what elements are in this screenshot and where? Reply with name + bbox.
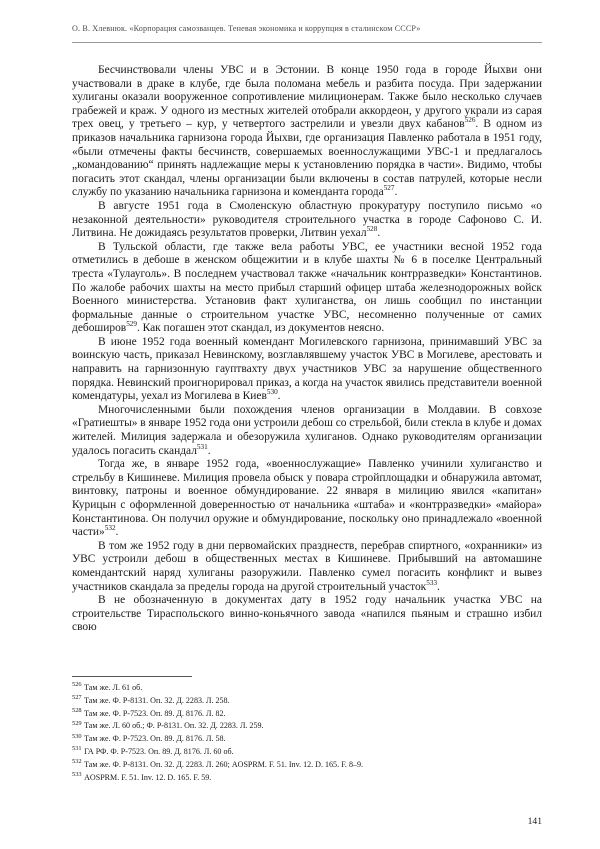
- footnote-number: 527: [72, 694, 82, 702]
- footnote-text: Там же. Л. 60 об.; Ф. Р-8131. Оп. 32. Д. 2283. Л. 259.: [84, 721, 264, 731]
- paragraph-text: В августе 1951 года в Смоленскую областную прокуратуру поступило письмо «о незаконной деятельности» руководителя строительного участка в городе Сафоново С. И. Литвина. Не дожидаясь результатов проверки, Литвин уехал: [72, 199, 542, 240]
- footnote-text: Там же. Ф. Р-8131. Оп. 32. Д. 2283. Л. 260; AOSPRM. F. 51. Inv. 12. D. 165. F. 8–9.: [84, 759, 364, 769]
- paragraph: [72, 241, 542, 336]
- body-text-block: [72, 64, 542, 635]
- footnote-separator: [72, 676, 192, 677]
- footnote-text: ГА РФ. Ф. Р-7523. Оп. 89. Д. 8176. Л. 60 об.: [84, 746, 234, 756]
- footnote-text: Там же. Ф. Р-8131. Оп. 32. Д. 2283. Л. 258.: [84, 695, 230, 705]
- footnote-item: [72, 746, 542, 758]
- paragraph-text-tail: .: [377, 227, 381, 240]
- footnote-text: Там же. Ф. Р-7523. Оп. 89. Д. 8176. Л. 82.: [84, 708, 226, 718]
- paragraph-text-tail: .: [394, 186, 398, 199]
- paragraph-text-tail: .: [277, 390, 281, 403]
- footnote-item: [72, 733, 542, 745]
- paragraph-text: В Тульской области, где также вела работы УВС, ее участники весной 1952 года отметились в дебоше в женском общежитии и в клубе шахты № 6 в поселке Центральный треста «Тулауголь». В последнем участвовал также «начальник контрразведки» Константинов. По жалобе рабочих шахты на место прибыл старший офицер штаба железнодорожных войск Военного министерства. Установив факт хулиганства, он лишь сообщил по инстанции формальные данные о строительном участке УВС, несомненно полученные от самих дебоширов: [72, 240, 542, 335]
- paragraph: [72, 540, 542, 594]
- footnote-number: 529: [72, 719, 82, 727]
- footnote-number: 530: [72, 732, 82, 740]
- paragraph: [72, 200, 542, 241]
- footnote-number: 533: [72, 770, 82, 778]
- paragraph-text: Тогда же, в январе 1952 года, «военнослужащие» Павленко учинили хулиганство и стрельбу в Кишиневе. Милиция провела обыск у повара стройплощадки и обнаружила автомат, винтовку, патроны и военное обмундирование. 22 января в милицию явился «капитан» Курицын с оформленной доверенностью от начальника «штаба» и «контрразведки» «майора» Константинова. Он получил оружие и обмундирование, поскольку оно принадлежало «военной части»: [72, 458, 542, 539]
- footnote-item: [72, 759, 542, 771]
- footnote-number: 528: [72, 706, 82, 714]
- footnote-text: Там же. Ф. Р-7523. Оп. 89. Д. 8176. Л. 58.: [84, 734, 226, 744]
- footnote-text: Там же. Л. 61 об.: [84, 683, 143, 692]
- footnote-item: [72, 708, 542, 720]
- paragraph: [72, 64, 542, 200]
- footnote-reference[interactable]: 530: [266, 388, 278, 397]
- footnote-item: [72, 682, 542, 694]
- paragraph-text-tail: .: [437, 580, 440, 593]
- paragraph: [72, 594, 542, 635]
- running-head-divider: [72, 42, 542, 43]
- footnote-text: AOSPRM. F. 51. Inv. 12. D. 165. F. 59.: [84, 772, 212, 782]
- footnote-item: [72, 720, 542, 732]
- footnote-reference[interactable]: 529: [126, 320, 137, 329]
- footnote-item: [72, 695, 542, 707]
- paragraph-text: В том же 1952 году в дни первомайских празднеств, перебрав спиртного, «охранники» из УВС устроили дебош в общественных местах в Кишиневе. Прибывший на автомашине комендантский наряд хулиганы разоружили. Павленко сумел погасить конфликт и вывез участников скандала за пределы города на другой строительный участок: [72, 539, 542, 593]
- paragraph-text-tail: .: [207, 444, 211, 457]
- footnote-reference[interactable]: 532: [104, 524, 116, 533]
- footnote-item: [72, 772, 542, 784]
- paragraph-text: В не обозначенную в документах дату в 1952 году начальник участка УВС на строительстве Тираспольского винно-коньячного завода «напился пьяным и страшно избил свою: [72, 594, 542, 634]
- paragraph-text-tail: .: [115, 526, 119, 539]
- footnote-number: 526: [72, 681, 82, 689]
- paragraph-text: В июне 1952 года военный комендант Могилевского гарнизона, принимавший УВС за воинскую часть, приказал Невинскому, возглавлявшему участок УВС в Могилеве, арестовать и направить на гарнизонную гауптвахту двух участников УВС за нарушение общественного порядка. Невинский проигнорировал приказ, а когда на участок явились представители военной комендатуры, уехал из Могилева в Киев: [72, 335, 542, 403]
- paragraph-text: Бесчинствовали члены УВС и в Эстонии. В конце 1950 года в городе Йыхви они участвовали в драке в клубе, где была поломана мебель и разбита посуда. При задержании хулиганы оказали вооруженное сопротивление милиционерам. Также было несколько случаев грабежей и краж. У одного из местных жителей отобрали аккордеон, у другого украли из сарая трех овец, у третьего – кур, у четвертого застрелили и увезли двух кабанов: [72, 64, 542, 131]
- paragraph: [72, 458, 542, 540]
- footnote-reference[interactable]: 527: [383, 184, 395, 193]
- footnote-reference[interactable]: 533: [426, 578, 438, 587]
- running-head: О. В. Хлевнюк. «Корпорация самозванцев. Теневая экономика и коррупция в сталинском СССР»: [72, 24, 421, 33]
- footnote-number: 531: [72, 745, 82, 753]
- footnote-number: 532: [72, 758, 82, 766]
- footnote-reference[interactable]: 526: [464, 116, 476, 125]
- paragraph-text: Многочисленными были похождения членов организации в Молдавии. В совхозе «Гратиешты» в январе 1952 года они устроили дебош со стрельбой, били стекла в клубе и домах жителей. Милиция задержала и обезоружила хулиганов. Однако руководителям организации удалось погасить скандал: [72, 403, 542, 457]
- page-number: 141: [527, 816, 542, 827]
- paragraph-text-cont: . Как погашен этот скандал, из документов неясно.: [136, 322, 385, 335]
- footnote-reference[interactable]: 531: [196, 442, 208, 451]
- footnote-reference[interactable]: 528: [366, 225, 378, 234]
- footnotes-block: [72, 682, 542, 784]
- paragraph-text-cont: . В одном из приказов начальника гарнизона города Йыхви, где организация Павленко работала в 1951 году, «были отмечены факты бесчинств, совершаемых военнослужащими УВС-1 и предлагалось „командованию“ принять надлежащие меры к установлению порядка в части». Видимо, чтобы погасить этот скандал, члены организации были включены в состав патрулей, которые несли службу по указанию начальника гарнизона и коменданта города: [72, 118, 542, 199]
- paragraph: [72, 336, 542, 404]
- paragraph: [72, 404, 542, 458]
